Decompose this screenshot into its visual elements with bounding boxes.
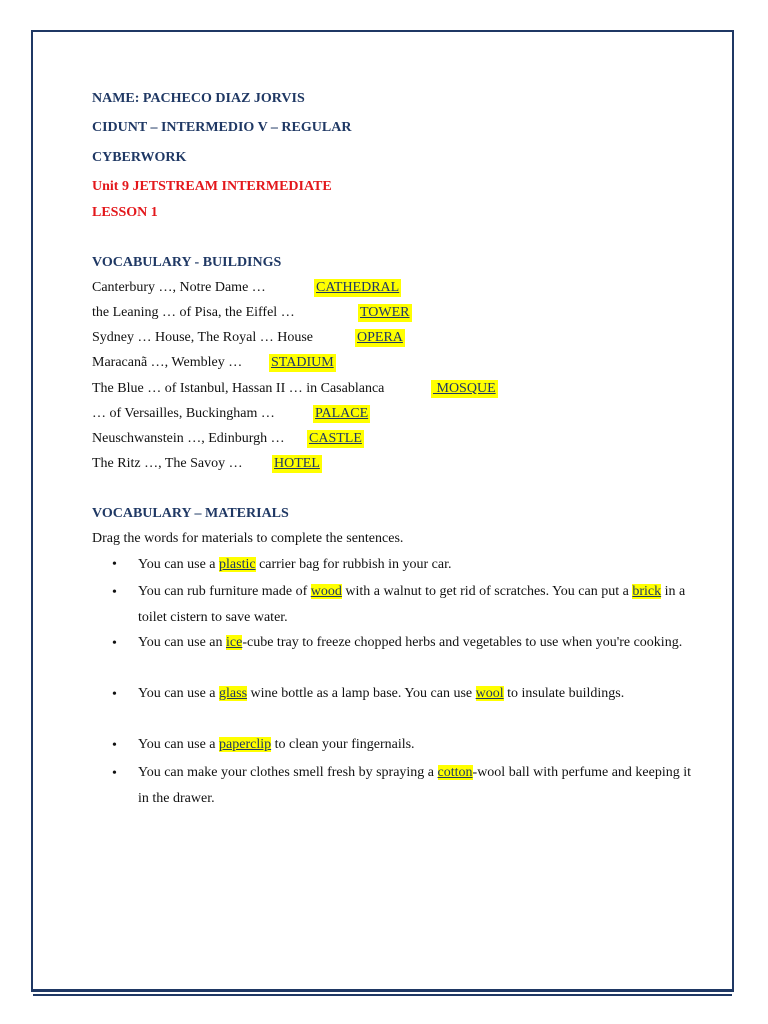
vocab-answer: CATHEDRAL (316, 280, 400, 295)
materials-heading: VOCABULARY – MATERIALS (92, 506, 289, 521)
vocab-prompt: … of Versailles, Buckingham … (92, 406, 275, 421)
vocab-prompt: The Blue … of Istanbul, Hassan II … in Casablanca (92, 381, 385, 396)
unit-title: Unit 9 JETSTREAM INTERMEDIATE (92, 179, 332, 194)
vocab-row (92, 430, 692, 448)
material-answer: paperclip (219, 737, 272, 752)
vocab-row (92, 329, 692, 347)
material-answer: wool (475, 686, 504, 701)
course-title: CIDUNT – INTERMEDIO V – REGULAR (92, 120, 352, 135)
sentence-text: You can use a (138, 686, 220, 701)
sentence-text: carrier bag for rubbish in your car. (255, 557, 452, 572)
vocab-prompt: Maracanã …, Wembley … (92, 355, 243, 370)
lesson-title: LESSON 1 (92, 205, 158, 220)
bullet-icon: • (112, 738, 117, 753)
bullet-icon: • (112, 557, 117, 572)
vocab-prompt: Neuschwanstein …, Edinburgh … (92, 431, 285, 446)
sentence-text: -cube tray to freeze chopped herbs and vegetables to use when you're cooking. (242, 635, 683, 650)
sentence-text: -wool ball with perfume and keeping it in the drawer. (138, 765, 692, 806)
material-answer: plastic (219, 557, 256, 572)
sentence-text: to insulate buildings. (503, 686, 625, 701)
vocab-row (92, 380, 692, 398)
material-sentence (138, 681, 698, 707)
vocab-answer: TOWER (360, 305, 410, 320)
bullet-icon: • (112, 636, 117, 651)
vocab-answer: OPERA (357, 330, 403, 345)
material-answer: brick (632, 584, 662, 599)
sentence-text: You can use a (138, 737, 220, 752)
material-answer: ice (226, 635, 243, 650)
sentence-text: You can use a (138, 557, 220, 572)
sentence-text: wine bottle as a lamp base. You can use (247, 686, 476, 701)
sentence-text: in a toilet cistern to save water. (138, 584, 686, 625)
buildings-heading: VOCABULARY - BUILDINGS (92, 255, 282, 270)
assignment-title: CYBERWORK (92, 150, 187, 165)
vocab-row (92, 304, 692, 322)
material-sentence (138, 579, 698, 630)
materials-instruction: Drag the words for materials to complete the sentences. (92, 531, 404, 546)
student-name: NAME: PACHECO DIAZ JORVIS (92, 91, 305, 106)
material-answer: cotton (437, 765, 473, 780)
material-answer: glass (219, 686, 248, 701)
vocab-row (92, 455, 692, 473)
sentence-text: You can rub furniture made of (138, 584, 311, 599)
material-answer: wood (310, 584, 342, 599)
vocab-prompt: Sydney … House, The Royal … House (92, 330, 313, 345)
sentence-text: to clean your fingernails. (271, 737, 415, 752)
sentence-text: with a walnut to get rid of scratches. You can put a (341, 584, 633, 599)
bullet-icon: • (112, 687, 117, 702)
vocab-prompt: the Leaning … of Pisa, the Eiffel … (92, 305, 295, 320)
sentence-text: You can use an (138, 635, 227, 650)
vocab-prompt: The Ritz …, The Savoy … (92, 456, 243, 471)
bullet-icon: • (112, 766, 117, 781)
vocab-answer: PALACE (315, 406, 369, 421)
material-sentence (138, 732, 698, 758)
vocab-answer: CASTLE (309, 431, 362, 446)
vocab-answer: HOTEL (274, 456, 320, 471)
material-sentence (138, 552, 698, 578)
vocab-row (92, 405, 692, 423)
vocab-row (92, 279, 692, 297)
vocab-prompt: Canterbury …, Notre Dame … (92, 280, 266, 295)
bullet-icon: • (112, 585, 117, 600)
material-sentence (138, 760, 698, 811)
sentence-text: You can make your clothes smell fresh by spraying a (138, 765, 438, 780)
vocab-answer: MOSQUE (433, 381, 496, 396)
material-sentence (138, 630, 698, 656)
vocab-row (92, 354, 692, 372)
vocab-answer: STADIUM (271, 355, 334, 370)
